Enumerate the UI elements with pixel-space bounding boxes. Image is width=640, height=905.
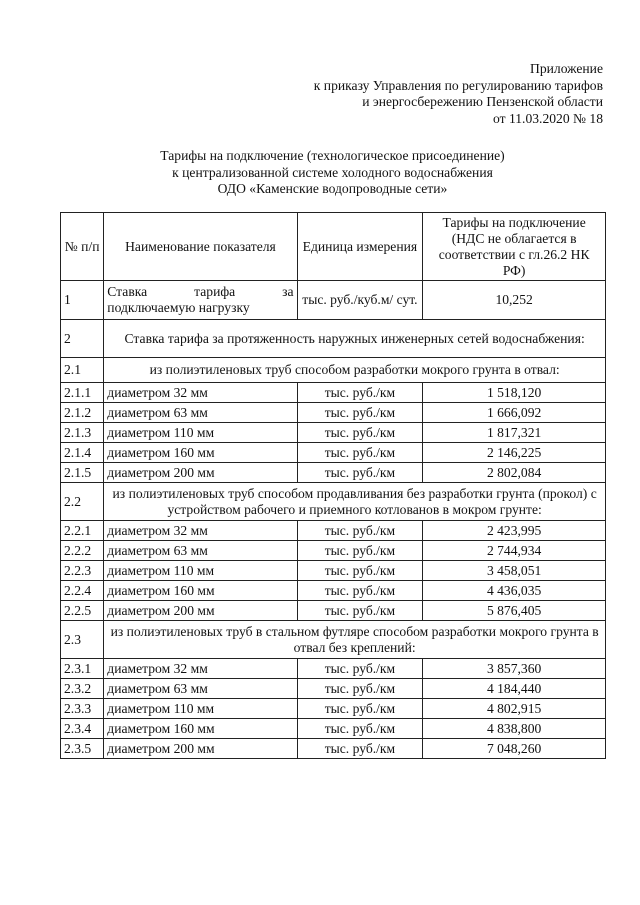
- section-row: [61, 621, 606, 659]
- table-row: [61, 679, 606, 699]
- authority-line: и энергосбережению Пензенской области: [362, 94, 603, 110]
- row-name: диаметром 110 мм: [104, 561, 297, 581]
- row-unit: тыс. руб./км: [297, 383, 423, 403]
- row-name: диаметром 200 мм: [104, 601, 297, 621]
- row-num: 2.3.1: [61, 659, 104, 679]
- order-date: от 11.03.2020 № 18: [493, 110, 603, 126]
- row-value: 7 048,260: [423, 739, 606, 759]
- appendix-label: Приложение: [530, 61, 603, 76]
- row-name-word: Ставка: [107, 284, 148, 299]
- row-unit: тыс. руб./км: [297, 679, 423, 699]
- row-value: 3 458,051: [423, 561, 606, 581]
- row-unit: тыс. руб./км: [297, 521, 423, 541]
- table-row: [61, 541, 606, 561]
- table-row: [61, 699, 606, 719]
- row-num: 2.1.5: [61, 463, 104, 483]
- row-value: 2 744,934: [423, 541, 606, 561]
- table-row: [61, 403, 606, 423]
- section-row: [61, 358, 606, 383]
- header-unit: Единица измерения: [297, 213, 423, 281]
- row-value: 1 518,120: [423, 383, 606, 403]
- row-num: 2.3.3: [61, 699, 104, 719]
- row-num: 2.2.3: [61, 561, 104, 581]
- row-unit: тыс. руб./км: [297, 561, 423, 581]
- row-name: диаметром 200 мм: [104, 739, 297, 759]
- row-unit: тыс. руб./км: [297, 423, 423, 443]
- row-value: 4 838,800: [423, 719, 606, 739]
- section-text: из полиэтиленовых труб в стальном футляре способом разработки мокрого грунта в отвал без креплений:: [104, 621, 606, 659]
- row-num: 2.1: [61, 358, 104, 383]
- row-num: 2.1.1: [61, 383, 104, 403]
- table-row: [61, 281, 606, 320]
- row-num: 2.1.4: [61, 443, 104, 463]
- row-name: диаметром 200 мм: [104, 463, 297, 483]
- table-row: [61, 601, 606, 621]
- row-value: 5 876,405: [423, 601, 606, 621]
- row-name: диаметром 32 мм: [104, 659, 297, 679]
- row-value: 2 146,225: [423, 443, 606, 463]
- row-unit: тыс. руб./км: [297, 581, 423, 601]
- row-name-word: тарифа: [194, 284, 236, 299]
- row-unit: тыс. руб./куб.м/ сут.: [297, 281, 423, 320]
- order-line: к приказу Управления по регулированию тарифов: [313, 77, 603, 93]
- row-unit: тыс. руб./км: [297, 601, 423, 621]
- row-name: диаметром 110 мм: [104, 423, 297, 443]
- header-num: № п/п: [61, 213, 104, 281]
- row-unit: тыс. руб./км: [297, 541, 423, 561]
- row-name: диаметром 32 мм: [104, 521, 297, 541]
- header-value: Тарифы на подключение (НДС не облагается в соответствии с гл.26.2 НК РФ): [423, 213, 606, 281]
- row-num: 2: [61, 320, 104, 358]
- table-header-row: [61, 213, 606, 281]
- header-name: Наименование показателя: [104, 213, 297, 281]
- row-num: 2.1.2: [61, 403, 104, 423]
- row-value: 1 817,321: [423, 423, 606, 443]
- row-name-line: подключаемую нагрузку: [107, 300, 250, 315]
- section-text: из полиэтиленовых труб способом разработки мокрого грунта в отвал:: [104, 358, 606, 383]
- row-num: 2.2.1: [61, 521, 104, 541]
- row-num: 1: [61, 281, 104, 320]
- row-value: 1 666,092: [423, 403, 606, 423]
- tariff-table: [60, 212, 606, 759]
- row-unit: тыс. руб./км: [297, 699, 423, 719]
- table-row: [61, 659, 606, 679]
- title-line-1: Тарифы на подключение (технологическое присоединение): [160, 148, 505, 163]
- row-name: диаметром 160 мм: [104, 581, 297, 601]
- section-row: [61, 483, 606, 521]
- table-row: [61, 383, 606, 403]
- row-value: 10,252: [423, 281, 606, 320]
- row-name: диаметром 160 мм: [104, 443, 297, 463]
- row-value: 3 857,360: [423, 659, 606, 679]
- section-text: Ставка тарифа за протяженность наружных инженерных сетей водоснабжения:: [104, 320, 606, 358]
- row-name: диаметром 32 мм: [104, 383, 297, 403]
- section-text: из полиэтиленовых труб способом продавливания без разработки грунта (прокол) с устройством рабочего и приемного котлованов в мокром грунте:: [104, 483, 606, 521]
- table-row: [61, 423, 606, 443]
- row-num: 2.3: [61, 621, 104, 659]
- row-num: 2.3.2: [61, 679, 104, 699]
- table-row: [61, 581, 606, 601]
- row-num: 2.3.4: [61, 719, 104, 739]
- row-name: диаметром 160 мм: [104, 719, 297, 739]
- row-unit: тыс. руб./км: [297, 403, 423, 423]
- row-name: диаметром 63 мм: [104, 541, 297, 561]
- row-unit: тыс. руб./км: [297, 739, 423, 759]
- row-unit: тыс. руб./км: [297, 463, 423, 483]
- table-row: [61, 719, 606, 739]
- row-num: 2.2.4: [61, 581, 104, 601]
- table-row: [61, 521, 606, 541]
- row-value: 4 184,440: [423, 679, 606, 699]
- row-value: 4 802,915: [423, 699, 606, 719]
- table-row: [61, 561, 606, 581]
- row-name: [104, 281, 297, 320]
- row-name: диаметром 110 мм: [104, 699, 297, 719]
- row-name: диаметром 63 мм: [104, 403, 297, 423]
- table-row: [61, 739, 606, 759]
- row-unit: тыс. руб./км: [297, 659, 423, 679]
- document-title: [60, 148, 605, 198]
- table-row: [61, 463, 606, 483]
- row-num: 2.2: [61, 483, 104, 521]
- row-name-word: за: [282, 284, 294, 299]
- row-num: 2.2.5: [61, 601, 104, 621]
- row-unit: тыс. руб./км: [297, 443, 423, 463]
- row-value: 2 802,084: [423, 463, 606, 483]
- title-line-2: к централизованной системе холодного водоснабжения: [172, 164, 493, 180]
- row-num: 2.1.3: [61, 423, 104, 443]
- row-unit: тыс. руб./км: [297, 719, 423, 739]
- row-value: 4 436,035: [423, 581, 606, 601]
- row-num: 2.2.2: [61, 541, 104, 561]
- order-reference: [314, 61, 603, 127]
- row-num: 2.3.5: [61, 739, 104, 759]
- row-value: 2 423,995: [423, 521, 606, 541]
- title-line-3: ОДО «Каменские водопроводные сети»: [217, 181, 448, 197]
- row-name: диаметром 63 мм: [104, 679, 297, 699]
- section-row: [61, 320, 606, 358]
- table-row: [61, 443, 606, 463]
